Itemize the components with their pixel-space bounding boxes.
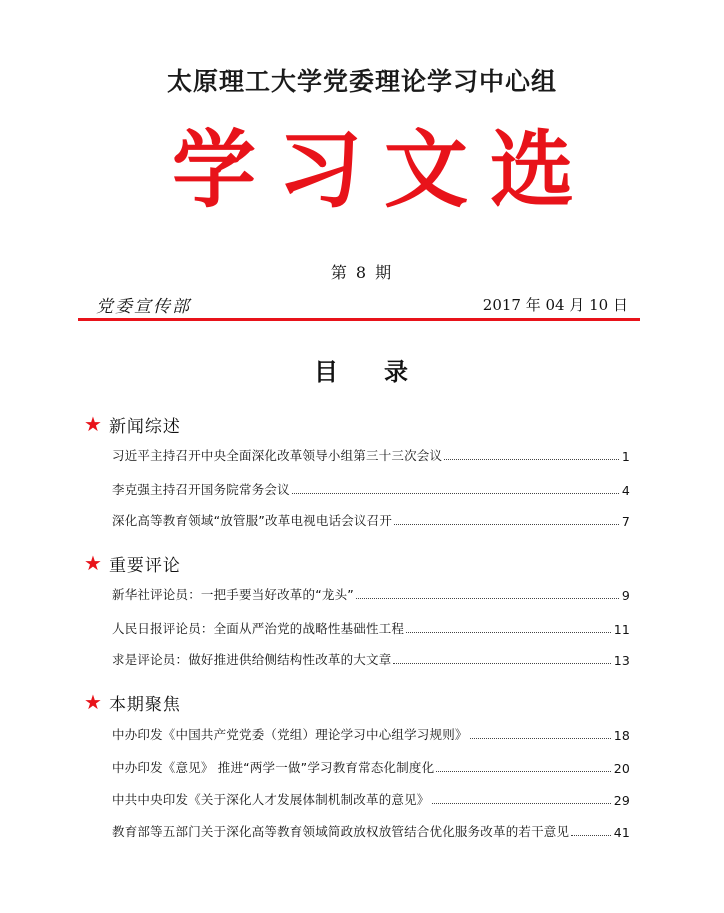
issue-number: 第 8 期 bbox=[330, 263, 394, 282]
toc-entry[interactable] bbox=[112, 788, 630, 808]
toc-entry-title: 中办印发《中国共产党党委（党组）理论学习中心组学习规则》 bbox=[112, 727, 468, 742]
leader-dots bbox=[394, 524, 619, 525]
leader-dots bbox=[356, 598, 619, 599]
leader-dots bbox=[406, 632, 611, 633]
toc-section-news bbox=[84, 411, 644, 437]
toc-entry[interactable] bbox=[112, 756, 630, 776]
toc-entry[interactable] bbox=[112, 617, 630, 637]
leader-dots bbox=[444, 459, 619, 460]
leader-dots bbox=[571, 835, 610, 836]
toc-entry-page: 11 bbox=[613, 622, 630, 637]
leader-dots bbox=[470, 738, 611, 739]
star-icon: ★ bbox=[84, 412, 103, 436]
publication-title: 学习文选 bbox=[171, 120, 596, 219]
leader-dots bbox=[393, 663, 610, 664]
toc-entry-page: 13 bbox=[613, 653, 630, 668]
section-heading bbox=[84, 411, 644, 437]
toc-entry-page: 1 bbox=[621, 449, 630, 464]
toc-entry[interactable] bbox=[112, 648, 630, 668]
organization-name: 太原理工大学党委理论学习中心组 bbox=[166, 67, 557, 96]
toc-entry[interactable] bbox=[112, 444, 630, 464]
toc-entry-title: 中办印发《意见》 推进“两学一做”学习教育常态化制度化 bbox=[112, 760, 435, 775]
toc-entry-page: 7 bbox=[621, 514, 630, 529]
toc-title bbox=[0, 352, 724, 387]
star-icon: ★ bbox=[84, 551, 103, 575]
toc-entry-title: 教育部等五部门关于深化高等教育领域简政放权放管结合优化服务改革的若干意见 bbox=[112, 824, 570, 839]
header-divider bbox=[78, 318, 640, 321]
section-heading bbox=[84, 689, 644, 715]
toc-entry-page: 9 bbox=[621, 588, 630, 603]
toc-entry[interactable] bbox=[112, 478, 630, 498]
toc-entry[interactable] bbox=[112, 583, 630, 603]
leader-dots bbox=[432, 803, 611, 804]
toc-entry-title: 人民日报评论员：全面从严治党的战略性基础性工程 bbox=[112, 621, 405, 636]
toc-entry-title: 新华社评论员：一把手要当好改革的“龙头” bbox=[112, 587, 354, 602]
toc-entry-title: 中共中央印发《关于深化人才发展体制机制改革的意见》 bbox=[112, 792, 430, 807]
publication-date: 2017 年 04 月 10 日 bbox=[482, 296, 628, 314]
section-heading-label: 本期聚焦 bbox=[108, 694, 181, 715]
section-heading bbox=[84, 550, 644, 576]
toc-entry[interactable] bbox=[112, 820, 630, 840]
toc-entry[interactable] bbox=[112, 509, 630, 529]
toc-entry-page: 41 bbox=[613, 825, 630, 840]
star-icon: ★ bbox=[84, 690, 103, 714]
toc-title-char: 目 bbox=[314, 358, 340, 386]
toc-entry-title: 李克强主持召开国务院常务会议 bbox=[112, 482, 290, 497]
leader-dots bbox=[292, 493, 619, 494]
toc-entry[interactable] bbox=[112, 723, 630, 743]
toc-title-char: 录 bbox=[384, 358, 410, 386]
toc-entry-title: 习近平主持召开中央全面深化改革领导小组第三十三次会议 bbox=[112, 448, 443, 463]
toc-section-commentary bbox=[84, 550, 644, 576]
toc-entry-page: 18 bbox=[613, 728, 630, 743]
department-name: 党委宣传部 bbox=[96, 297, 191, 317]
toc-entry-page: 4 bbox=[621, 483, 630, 498]
toc-entry-page: 29 bbox=[613, 793, 630, 808]
leader-dots bbox=[436, 771, 610, 772]
section-heading-label: 重要评论 bbox=[108, 555, 181, 576]
toc-entry-title: 深化高等教育领域“放管服”改革电视电话会议召开 bbox=[112, 513, 393, 528]
toc-entry-page: 20 bbox=[613, 761, 630, 776]
section-heading-label: 新闻综述 bbox=[108, 416, 181, 437]
toc-entry-title: 求是评论员：做好推进供给侧结构性改革的大文章 bbox=[112, 652, 392, 667]
toc-section-focus bbox=[84, 689, 644, 715]
